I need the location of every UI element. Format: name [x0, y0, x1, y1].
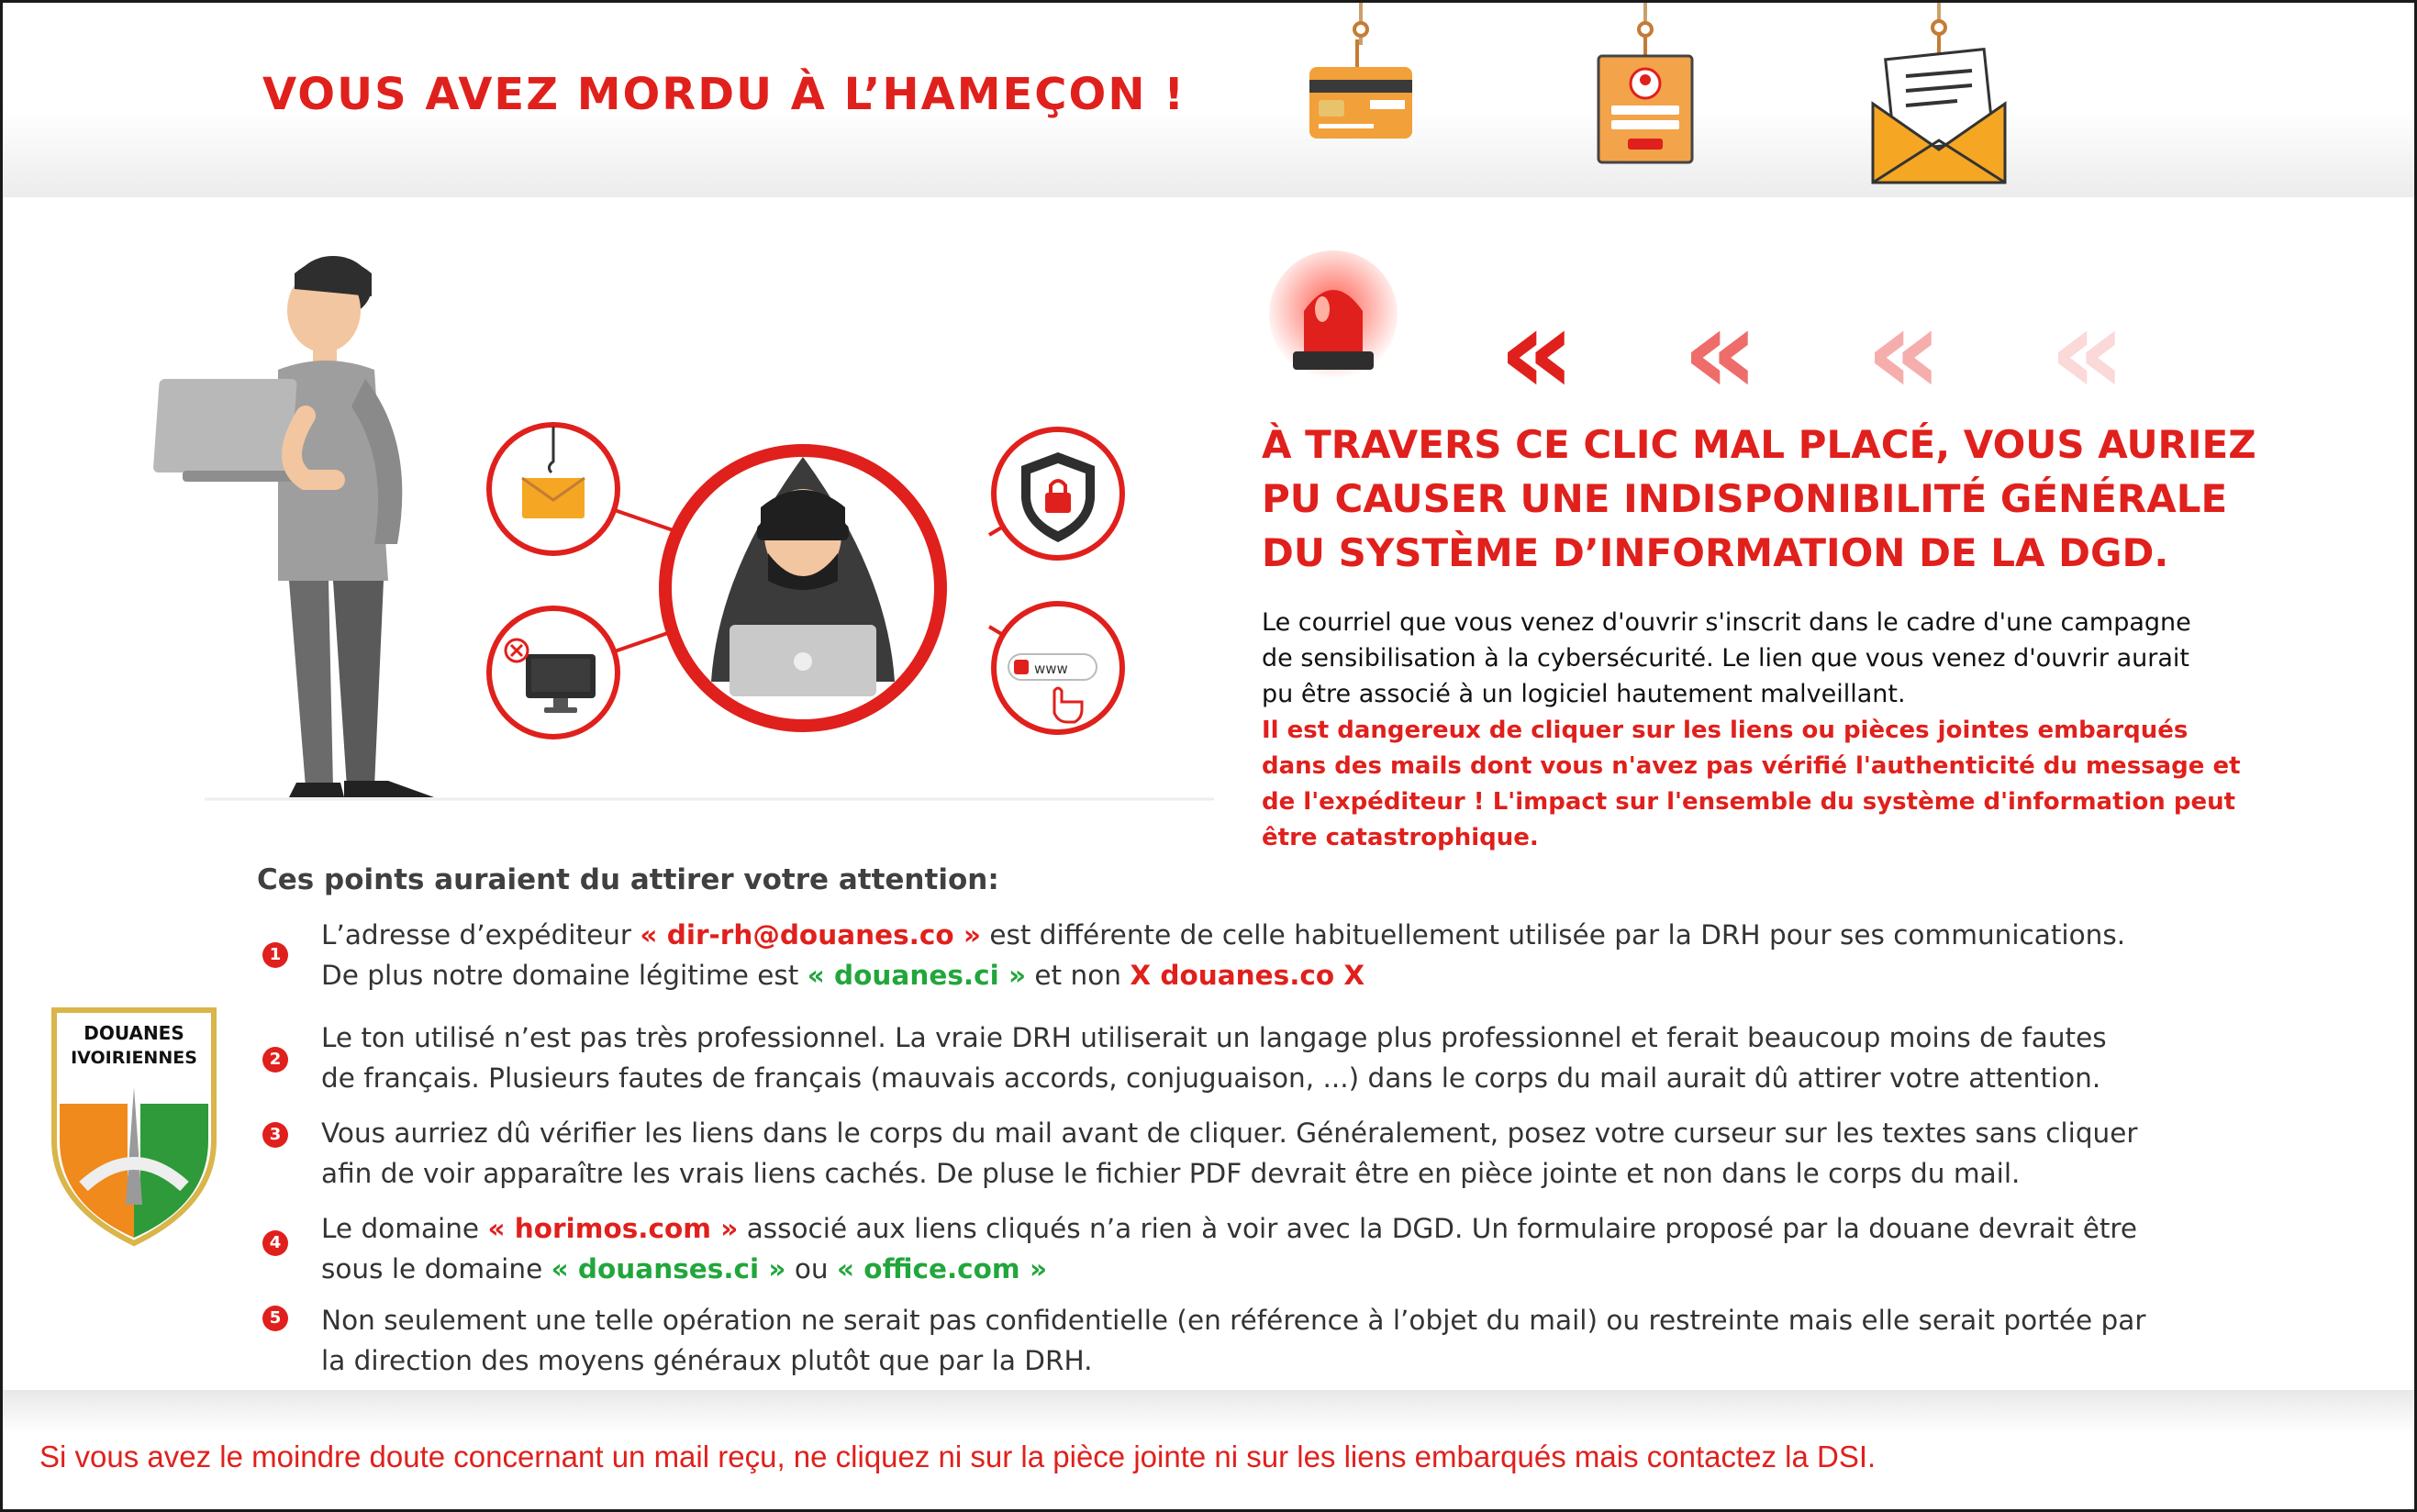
text: associé aux liens cliqués n’a rien à voir avec la DGD. Un formulaire proposé par la douane devrait être: [738, 1213, 2138, 1244]
intro-line: pu être associé à un logiciel hautement malveillant.: [1262, 680, 1906, 708]
text: Non seulement une telle opération ne serait pas confidentielle (en référence à l’objet du mail) ou restreinte mais elle serait portée par: [321, 1305, 2146, 1336]
hacker-icon: [665, 450, 941, 726]
logo-line2: IVOIRIENNES: [71, 1048, 197, 1068]
legit-domain: « office.com »: [836, 1253, 1047, 1284]
logo-line1: DOUANES: [84, 1022, 184, 1044]
text: Le ton utilisé n’est pas très professionnel. La vraie DRH utiliserait un langage plus professionnel et ferait beaucoup moins de fautes: [321, 1022, 2107, 1053]
item-number-badge: 1: [262, 942, 288, 968]
item-number-badge: 5: [262, 1306, 288, 1331]
alert-title-line: DU SYSTÈME D’INFORMATION DE LA DGD.: [1262, 530, 2169, 575]
legit-domain: « douanses.ci »: [551, 1253, 786, 1284]
envelope-icon: [1866, 3, 2012, 186]
page-title: VOUS AVEZ MORDU À L’HAMEÇON !: [262, 69, 1186, 120]
item-number-badge: 2: [262, 1047, 288, 1073]
warning-line: dans des mails dont vous n'avez pas vérifié l'authenticité du message et: [1262, 752, 2241, 780]
alert-title-line: PU CAUSER UNE INDISPONIBILITÉ GÉNÉRALE: [1262, 476, 2228, 521]
item-number-badge: 4: [262, 1230, 288, 1256]
legit-domain: « douanes.ci »: [807, 960, 1027, 991]
intro-line: de sensibilisation à la cybersécurité. Le lien que vous venez d'ouvrir aurait: [1262, 644, 2189, 673]
text: afin de voir apparaître les vrais liens cachés. De pluse le fichier PDF devrait être en pièce jointe et non dans le corps du mail.: [321, 1158, 2021, 1189]
www-lock-click-icon: [994, 604, 1122, 732]
header-banner: [3, 3, 2414, 197]
warning-paragraph: [1262, 713, 2271, 856]
warning-line: être catastrophique.: [1262, 824, 1539, 851]
item-number-badge: 3: [262, 1122, 288, 1148]
text: ou: [785, 1253, 837, 1284]
text: Le domaine: [321, 1213, 488, 1244]
text: L’adresse d’expéditeur: [321, 919, 640, 951]
chevron-left-icon: «: [1682, 282, 1759, 421]
text: est différente de celle habituellement utilisée par la DRH pour ses communications.: [980, 919, 2126, 951]
intro-paragraph: [1262, 605, 2262, 712]
login-form-icon: [1595, 3, 1696, 168]
www-label: www: [1034, 661, 1068, 677]
person-with-laptop: [153, 256, 434, 797]
chevron-left-icon: «: [1866, 282, 1943, 421]
sender-address: « dir-rh@douanes.co »: [640, 919, 981, 951]
fake-domain: X douanes.co X: [1130, 960, 1365, 991]
text: Vous aurriez dû vérifier les liens dans le corps du mail avant de cliquer. Généralement, posez votre curseur sur les textes sans cliquer: [321, 1117, 2138, 1149]
text: la direction des moyens généraux plutôt que par la DRH.: [321, 1345, 1093, 1376]
points-heading: Ces points auraient du attirer votre attention:: [257, 863, 999, 896]
warning-line: Il est dangereux de cliquer sur les liens ou pièces jointes embarqués: [1262, 717, 2189, 744]
text: sous le domaine: [321, 1253, 551, 1284]
chevron-left-icon: «: [2049, 282, 2126, 421]
alert-title-line: À TRAVERS CE CLIC MAL PLACÉ, VOUS AURIEZ: [1262, 422, 2256, 467]
shield-lock-icon: [994, 429, 1122, 558]
text: De plus notre domaine légitime est: [321, 960, 808, 991]
malicious-domain: « horimos.com »: [487, 1213, 739, 1244]
intro-line: Le courriel que vous venez d'ouvrir s'inscrit dans le cadre d'une campagne: [1262, 608, 2191, 637]
douanes-logo: [47, 1003, 221, 1251]
warning-line: de l'expéditeur ! L'impact sur l'ensemble du système d'information peut: [1262, 788, 2236, 816]
chevron-left-icon: «: [1498, 282, 1576, 421]
footer-notice: Si vous avez le moindre doute concernant un mail reçu, ne cliquez ni sur la pièce jointe ni sur les liens embarqués mais contactez la DSI.: [39, 1440, 1877, 1473]
illustration: [3, 232, 1232, 856]
computer-alert-icon: [489, 608, 618, 737]
credit-card-icon: [1306, 3, 1416, 150]
phishing-mail-hook-icon: [489, 425, 618, 553]
text: de français. Plusieurs fautes de français (mauvais accords, conjuguaison, ...) dans le corps du mail aurait dû attirer votre attention.: [321, 1062, 2101, 1094]
alert-title: [1262, 417, 2271, 580]
text: et non: [1026, 960, 1131, 991]
alarm-light-icon: [1269, 250, 1398, 397]
